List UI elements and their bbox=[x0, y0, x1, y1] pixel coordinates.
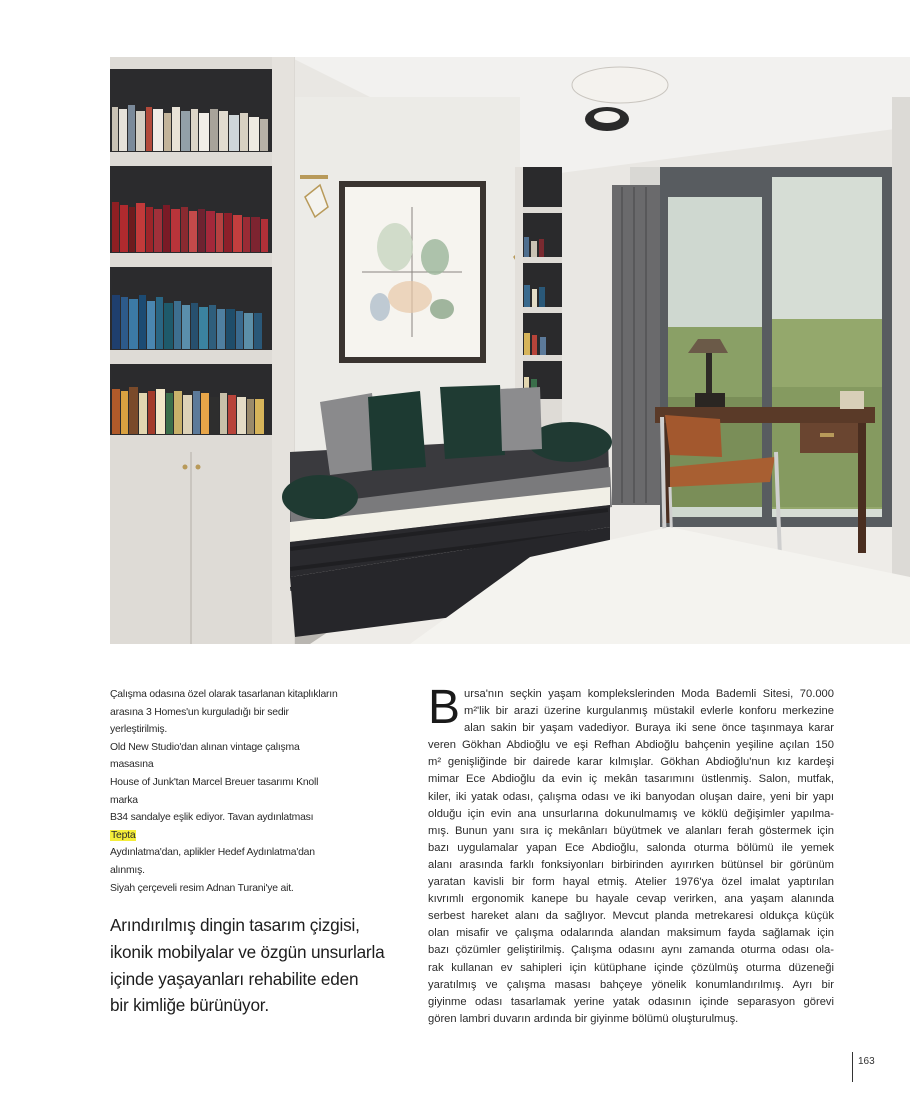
caption-line: House of Junk'tan Marcel Breuer tasarımı Knoll marka bbox=[110, 776, 319, 806]
caption-highlight: Tepta bbox=[111, 829, 136, 841]
page-number: 163 bbox=[858, 1056, 875, 1067]
interior-photo bbox=[110, 57, 910, 644]
body-line: mış. Bunun yanı sıra iç mekânları büyütmek ve alanları ferah göstermek için bbox=[428, 824, 834, 837]
body-line: rak kullanan ev sahipleri için kütüphane içinde çözülmüş oturma düzeneği bbox=[428, 961, 834, 974]
caption-line bbox=[110, 809, 338, 844]
pull-quote-line: içinde yaşayanları rehabilite eden bbox=[110, 968, 359, 989]
page-number-rule bbox=[852, 1052, 853, 1082]
body-line: m²'lik bir arazi üzerine kurgulanmış müstakil evlerle konforu merkezine bbox=[464, 705, 834, 718]
pull-quote-line: bir kimliğe bürünüyor. bbox=[110, 995, 269, 1016]
body-line: bazı uygulamalar yapan Ece Abdioğlu, salonda oturma bölümü ile yemek bbox=[428, 841, 834, 854]
body-line: kıvrımlı ergonomik kanepe bu hayale cevap verirken, ana yaşam alanında bbox=[428, 893, 834, 906]
body-line: alanı arasında farklı fonksiyonları birbirinden ayırırken bütünsel bir görünüm bbox=[428, 858, 834, 871]
body-line: giyinme odası tasarlamak yerine yatak odasının içinde separasyon görevi bbox=[428, 995, 834, 1008]
caption-line: Aydınlatma'dan, aplikler Hedef Aydınlatma'dan alınmış. bbox=[110, 847, 315, 876]
body-line: veren Gökhan Abdioğlu ve eşi Refhan Abdioğlu bahçenin yeşiline açılan 150 bbox=[428, 739, 834, 752]
body-line: yaratan kavisli bir form hayal etmiş. Atelier 1976'ya özel imalat yaptırılan bbox=[428, 876, 834, 889]
body-line: ursa'nın seçkin yaşam komplekslerinden Moda Bademli Sitesi, 70.000 bbox=[464, 688, 834, 700]
body-line: alan sakin bir yaşam vadediyor. Buraya iki sene önce taşınmaya karar bbox=[464, 722, 834, 735]
drop-cap: B bbox=[428, 681, 461, 734]
body-line: bazı çözümler geliştirilmiş. Çalışma odasını aynı zamanda oturma odası ola- bbox=[428, 944, 834, 957]
body-line: yaratılmış ve çalışma masası bahçeye yönelik konumlandırılmış. Ayrı bir bbox=[428, 978, 834, 991]
body-line: m² genişliğinde bir dairede karar kılmışlar. Gökhan Abdioğlu'nun kız kardeşi bbox=[428, 756, 834, 769]
body-line: serbest hareket alanı da sağlıyor. Mevcut planda metrekaresi oldukça küçük bbox=[428, 910, 834, 923]
body-line: mimar Ece Abdioğlu da evin iç mekân tasarımını üstlenmiş. Salon, mutfak, bbox=[428, 773, 834, 786]
caption-line: Siyah çerçeveli resim Adnan Turani'ye ait. bbox=[110, 882, 294, 894]
caption-line: arasına 3 Homes'un kurguladığı bir sedir yerleştirilmiş. bbox=[110, 706, 289, 736]
pull-quote-line: ikonik mobilyalar ve özgün unsurlarla bbox=[110, 941, 385, 962]
caption-line: Çalışma odasına özel olarak tasarlanan kitaplıkların bbox=[110, 689, 338, 700]
pull-quote-line: Arındırılmış dingin tasarım çizgisi, bbox=[110, 915, 360, 935]
body-line: olan misafir ve çalışma odalarında alandan maksimum fayda sağlamak için bbox=[428, 927, 834, 940]
article-body bbox=[428, 681, 834, 1028]
body-line: olduğu için evin ana unsurlarına dokunulmamış ve köklü değişimler yapılma- bbox=[428, 807, 834, 820]
caption-line: Old New Studio'dan alınan vintage çalışma masasına bbox=[110, 741, 300, 771]
photo-caption bbox=[110, 686, 338, 897]
body-line: gören lambri duvarın ardında bir giyinme bölümü oluşturulmuş. bbox=[428, 1012, 739, 1025]
body-line: kiler, iki yatak odası, çalışma odası ve iki banyodan oluşan daire, yeni bir yapı bbox=[428, 790, 834, 803]
caption-text: B34 sandalye eşlik ediyor. Tavan aydınlatması bbox=[110, 812, 314, 824]
pull-quote bbox=[110, 912, 390, 1019]
